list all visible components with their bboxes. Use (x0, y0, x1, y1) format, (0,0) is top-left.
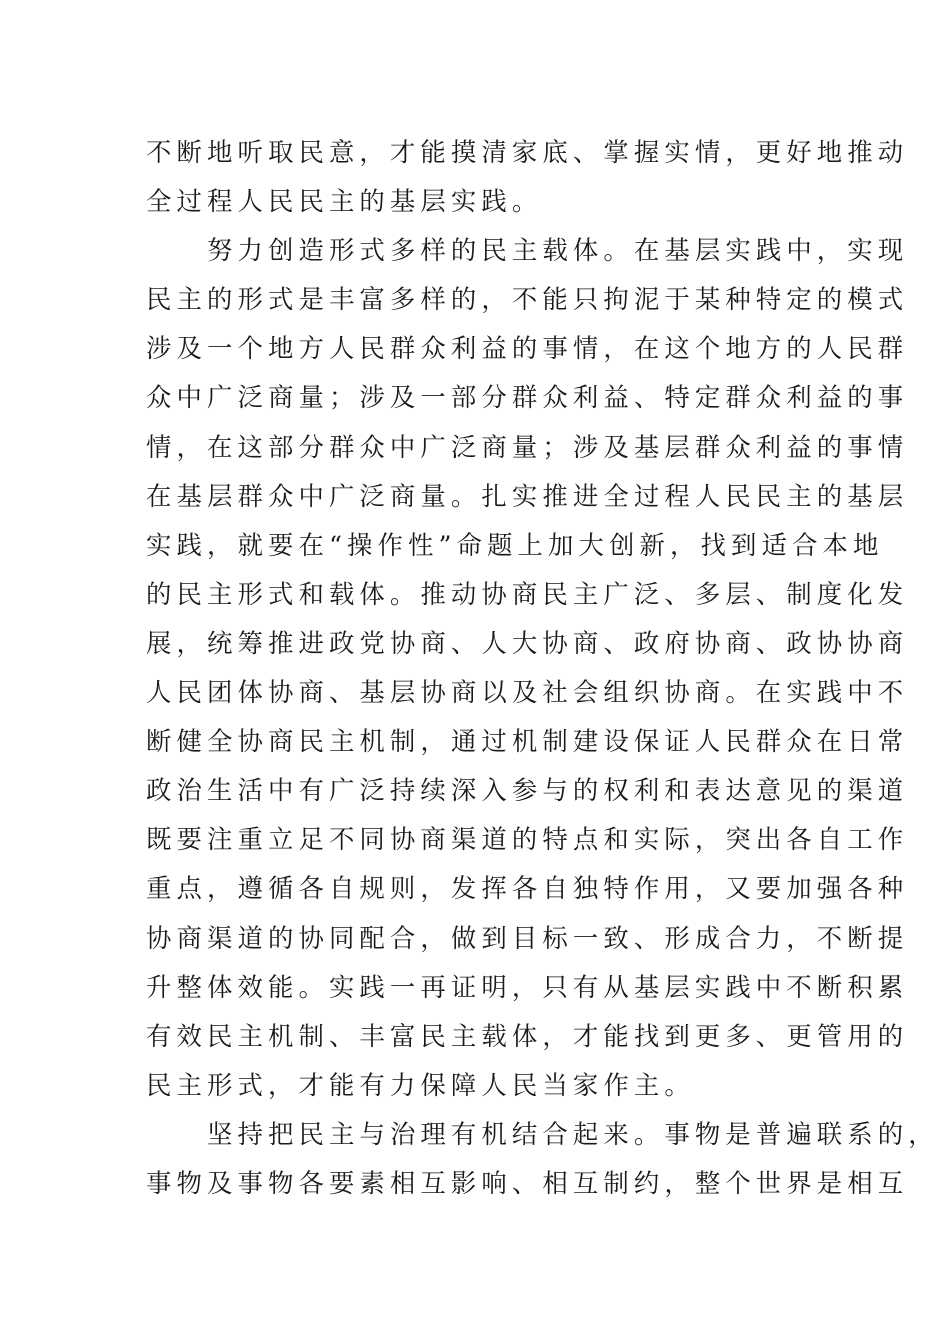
text-line: 坚持把民主与治理有机结合起来。事物是普遍联系的， (207, 1118, 939, 1149)
text-line: 在基层群众中广泛商量。扎实推进全过程人民民主的基层 (146, 480, 909, 511)
text-line: 努力创造形式多样的民主载体。在基层实践中，实现 (207, 235, 909, 266)
text-line: 不断地听取民意，才能摸清家底、掌握实情，更好地推动 (146, 137, 909, 167)
text-line: 情，在这部分群众中广泛商量；涉及基层群众利益的事情 (146, 431, 909, 462)
text-line: 实践，就要在“操作性”命题上加大创新，找到适合本地 (146, 529, 884, 560)
text-line: 重点，遵循各自规则，发挥各自独特作用，又要加强各种 (146, 873, 909, 904)
text-line: 民主的形式是丰富多样的，不能只拘泥于某种特定的模式 (146, 284, 909, 315)
text-line: 的民主形式和载体。推动协商民主广泛、多层、制度化发 (146, 578, 909, 609)
text-line: 升整体效能。实践一再证明，只有从基层实践中不断积累 (146, 971, 909, 1002)
text-line: 政治生活中有广泛持续深入参与的权利和表达意见的渠道 (146, 775, 909, 806)
text-line: 全过程人民民主的基层实践。 (146, 186, 543, 217)
text-line: 有效民主机制、丰富民主载体，才能找到更多、更管用的 (146, 1020, 909, 1051)
body-text (146, 128, 939, 1208)
text-line: 涉及一个地方人民群众利益的事情，在这个地方的人民群 (146, 333, 909, 364)
text-line: 民主形式，才能有力保障人民当家作主。 (146, 1069, 695, 1100)
text-line: 众中广泛商量；涉及一部分群众利益、特定群众利益的事 (146, 382, 909, 413)
text-line: 展，统筹推进政党协商、人大协商、政府协商、政协协商 (146, 627, 909, 658)
text-line: 协商渠道的协同配合，做到目标一致、形成合力，不断提 (146, 922, 909, 953)
text-line: 既要注重立足不同协商渠道的特点和实际，突出各自工作 (146, 824, 909, 855)
text-line: 断健全协商民主机制，通过机制建设保证人民群众在日常 (146, 726, 909, 757)
text-line: 人民团体协商、基层协商以及社会组织协商。在实践中不 (146, 677, 909, 708)
text-line: 事物及事物各要素相互影响、相互制约，整个世界是相互 (146, 1167, 909, 1198)
